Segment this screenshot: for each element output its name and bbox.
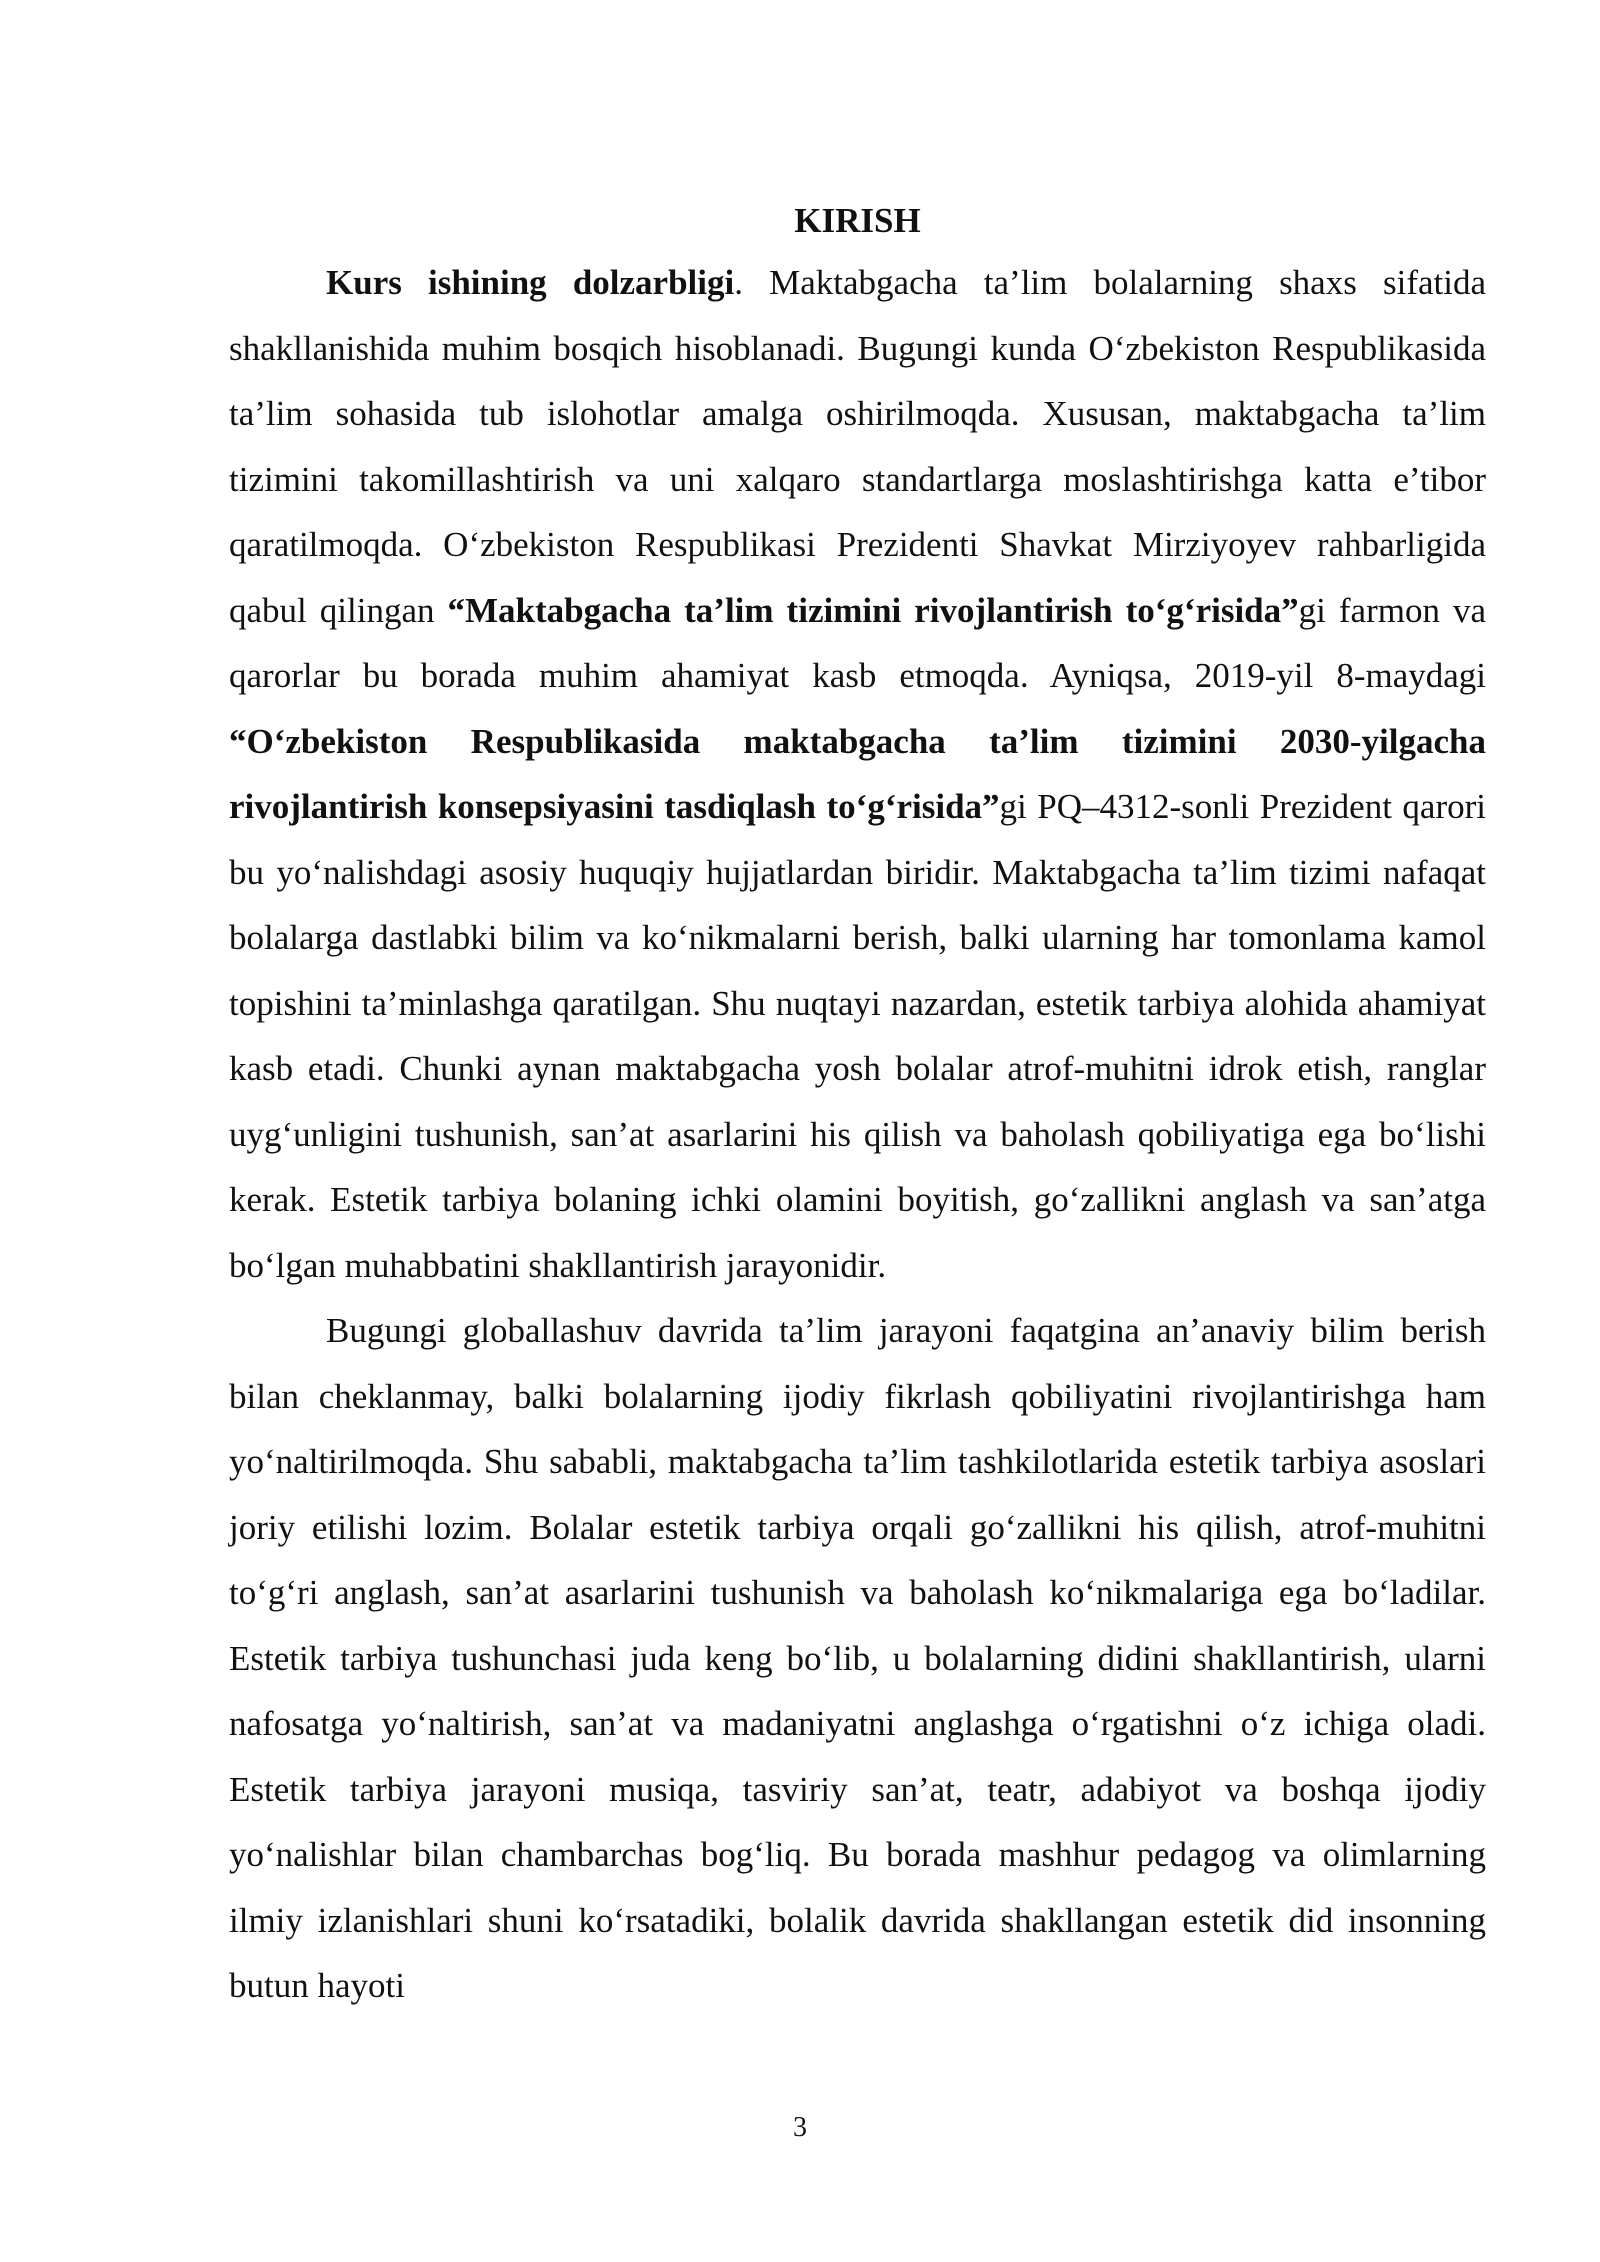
relevance-lead: Kurs ishining dolzarbligi — [326, 263, 735, 302]
body-text — [229, 250, 1486, 2019]
paragraph1-text1: . Maktabgacha ta’lim bolalarning shaxs sifatida shakllanishida muhim bosqich hisoblanadi. Bugungi kunda O‘zbekiston Respublikasida ta’lim sohasida tub islohotlar amalga oshirilmoqda. Xususan, maktabgacha ta’lim tizimini takomillashtirish va uni xalqaro standartlarga moslashtirishga katta e’tibor qaratilmoqda. O‘zbekiston Respublikasi Prezidenti Shavkat Mirziyoyev rahbarligida qabul qilingan — [229, 263, 1487, 630]
paragraph1-text2: gi farmon va qarorlar bu borada muhim ahamiyat kasb etmoqda. Ayniqsa, 2019-yil 8-maydagi — [229, 590, 1487, 695]
section-heading: KIRISH — [794, 201, 921, 240]
page-number: 3 — [793, 2112, 807, 2143]
paragraph-relevance — [229, 250, 1486, 1298]
resolution-title-bold: “O‘zbekiston Respublikasida maktabgacha ta’lim tizimini 2030-yilgacha rivojlantirish konsepsiyasini tasdiqlash to‘g‘risida” — [229, 721, 1486, 826]
paragraph1-text3: gi PQ–4312-sonli Prezident qarori bu yo‘nalishdagi asosiy huquqiy hujjatlardan biridir. Maktabgacha ta’lim tizimi nafaqat bolalarga dastlabki bilim va ko‘nikmalarni berish, balki ularning har tomonlama kamol topishini ta’minlashga qaratilgan. Shu nuqtayi nazardan, estetik tarbiya alohida ahamiyat kasb etadi. Chunki aynan maktabgacha yosh bolalar atrof-muhitni idrok etish, ranglar uyg‘unligini tushunish, san’at asarlarini his qilish va baholash qobiliyatiga ega bo‘lishi kerak. Estetik tarbiya bolaning ichki olamini boyitish, go‘zallikni anglash va san’atga bo‘lgan muhabbatini shakllantirish jarayonidir. — [229, 787, 1486, 1285]
decree-title-bold: “Maktabgacha ta’lim tizimini rivojlantirish to‘g‘risida” — [447, 590, 1299, 630]
paragraph-globalization: Bugungi globallashuv davrida ta’lim jarayoni faqatgina an’anaviy bilim berish bilan cheklanmay, balki bolalarning ijodiy fikrlash qobiliyatini rivojlantirishga ham yo‘naltirilmoqda. Shu sababli, maktabgacha ta’lim tashkilotlarida estetik tarbiya asoslari joriy etilishi lozim. Bolalar estetik tarbiya orqali go‘zallikni his qilish, atrof-muhitni to‘g‘ri anglash, san’at asarlarini tushunish va baholash ko‘nikmalariga ega bo‘ladilar. Estetik tarbiya tushunchasi juda keng bo‘lib, u bolalarning didini shakllantirish, ularni nafosatga yo‘naltirish, san’at va madaniyatni anglashga o‘rgatishni o‘z ichiga oladi. Estetik tarbiya jarayoni musiqa, tasviriy san’at, teatr, adabiyot va boshqa ijodiy yo‘nalishlar bilan chambarchas bog‘liq. Bu borada mashhur pedagog va olimlarning ilmiy izlanishlari shuni ko‘rsatadiki, bolalik davrida shakllangan estetik did insonning butun hayoti — [229, 1311, 1486, 2005]
